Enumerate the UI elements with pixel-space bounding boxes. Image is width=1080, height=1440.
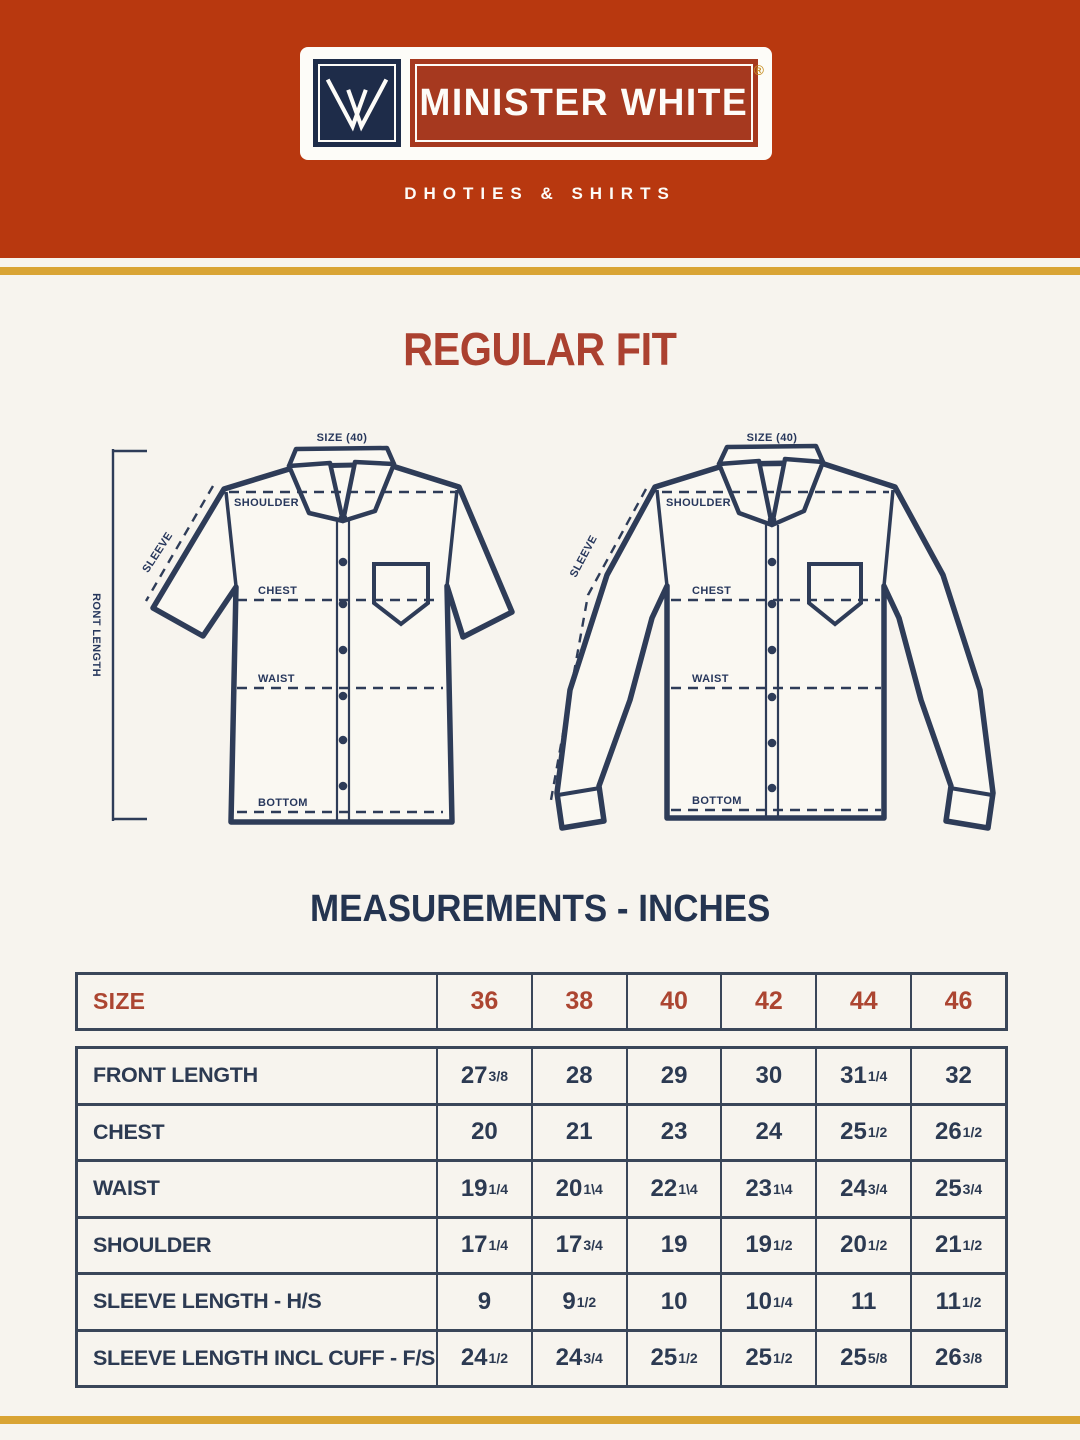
label-front-length: RONT LENGTH [90, 593, 102, 677]
logo-inner-border [318, 64, 396, 142]
table-row [78, 1049, 1005, 1103]
gold-divider-bottom [0, 1416, 1080, 1424]
table-row [78, 1329, 1005, 1386]
measurement-cell: 24 1/2 [436, 1332, 531, 1386]
label-sleeve: SLEEVE [567, 533, 600, 580]
label-waist: WAIST [258, 673, 295, 685]
table-row [78, 1159, 1005, 1216]
measurement-cell: 17 3/4 [531, 1219, 626, 1273]
size-column-header: 38 [531, 975, 626, 1028]
row-label: CHEST [93, 1119, 165, 1144]
label-shoulder: SHOULDER [234, 497, 299, 509]
brand-tagline: DHOTIES & SHIRTS [404, 184, 676, 203]
size-column-header: 40 [626, 975, 721, 1028]
short-sleeve-shirt-diagram [90, 432, 512, 822]
measurement-cell: 19 1/4 [436, 1162, 531, 1216]
label-shoulder: SHOULDER [666, 497, 731, 509]
measurement-cell: 25 1/2 [626, 1332, 721, 1386]
label-chest: CHEST [692, 585, 732, 597]
full-sleeve-shirt-diagram [551, 432, 993, 828]
label-bottom: BOTTOM [258, 797, 308, 809]
size-column-header: 46 [910, 975, 1005, 1028]
measurement-cell: 21 [531, 1106, 626, 1160]
label-chest: CHEST [258, 585, 298, 597]
measurement-cell: 25 1/2 [720, 1332, 815, 1386]
table-row [78, 1216, 1005, 1273]
size-column-header: 44 [815, 975, 910, 1028]
measurement-cell: 11 1/2 [910, 1275, 1005, 1329]
table-row [78, 1103, 1005, 1160]
table-row [78, 1272, 1005, 1329]
header-band [0, 0, 1080, 258]
measurement-cell: 25 5/8 [815, 1332, 910, 1386]
measurement-cell: 20 1\4 [531, 1162, 626, 1216]
registered-trademark: ® [753, 62, 764, 78]
measurement-cell: 20 [436, 1106, 531, 1160]
fit-title: REGULAR FIT [403, 323, 677, 375]
size-column-header: 36 [436, 975, 531, 1028]
gold-divider-top [0, 267, 1080, 275]
measurement-cell: 9 [436, 1275, 531, 1329]
label-size: SIZE (40) [746, 432, 798, 444]
measurement-cell: 31 1/4 [815, 1049, 910, 1103]
measurement-cell: 25 3/4 [910, 1162, 1005, 1216]
size-table-body [75, 1046, 1008, 1388]
measurement-cell: 24 3/4 [815, 1162, 910, 1216]
row-label: FRONT LENGTH [93, 1063, 258, 1088]
label-bottom: BOTTOM [692, 795, 742, 807]
measurement-cell: 21 1/2 [910, 1219, 1005, 1273]
size-column-header: 42 [720, 975, 815, 1028]
shirt-diagrams [0, 420, 1080, 865]
measurement-cell: 9 1/2 [531, 1275, 626, 1329]
row-label: SLEEVE LENGTH INCL CUFF - F/S [93, 1345, 436, 1370]
measurement-cell: 28 [531, 1049, 626, 1103]
measurement-cell: 22 1\4 [626, 1162, 721, 1216]
label-sleeve: SLEEVE [140, 530, 176, 576]
measurement-cell: 10 [626, 1275, 721, 1329]
row-label: WAIST [93, 1176, 160, 1201]
measurement-cell: 19 1/2 [720, 1219, 815, 1273]
section-title: MEASUREMENTS - INCHES [309, 888, 771, 930]
measurement-cell: 25 1/2 [815, 1106, 910, 1160]
brand-name: MINISTER WHITE [419, 81, 749, 124]
label-waist: WAIST [692, 673, 729, 685]
size-table-header-row [75, 972, 1008, 1031]
brand-plaque [300, 47, 772, 160]
measurement-cell: 11 [815, 1275, 910, 1329]
measurement-cell: 26 1/2 [910, 1106, 1005, 1160]
measurement-cell: 17 1/4 [436, 1219, 531, 1273]
measurement-cell: 19 [626, 1219, 721, 1273]
measurement-cell: 23 1\4 [720, 1162, 815, 1216]
measurement-cell: 29 [626, 1049, 721, 1103]
row-label: SLEEVE LENGTH - H/S [93, 1289, 322, 1314]
brand-logo [313, 59, 401, 147]
measurement-cell: 24 [720, 1106, 815, 1160]
measurement-cell: 26 3/8 [910, 1332, 1005, 1386]
measurement-cell: 23 [626, 1106, 721, 1160]
measurement-cell: 27 3/8 [436, 1049, 531, 1103]
size-header-label: SIZE [93, 988, 146, 1014]
row-label: SHOULDER [93, 1232, 212, 1257]
measurement-cell: 32 [910, 1049, 1005, 1103]
measurement-cell: 30 [720, 1049, 815, 1103]
measurement-cell: 10 1/4 [720, 1275, 815, 1329]
measurement-cell: 24 3/4 [531, 1332, 626, 1386]
brand-name-box [410, 59, 758, 147]
label-size: SIZE (40) [316, 432, 368, 444]
measurement-cell: 20 1/2 [815, 1219, 910, 1273]
